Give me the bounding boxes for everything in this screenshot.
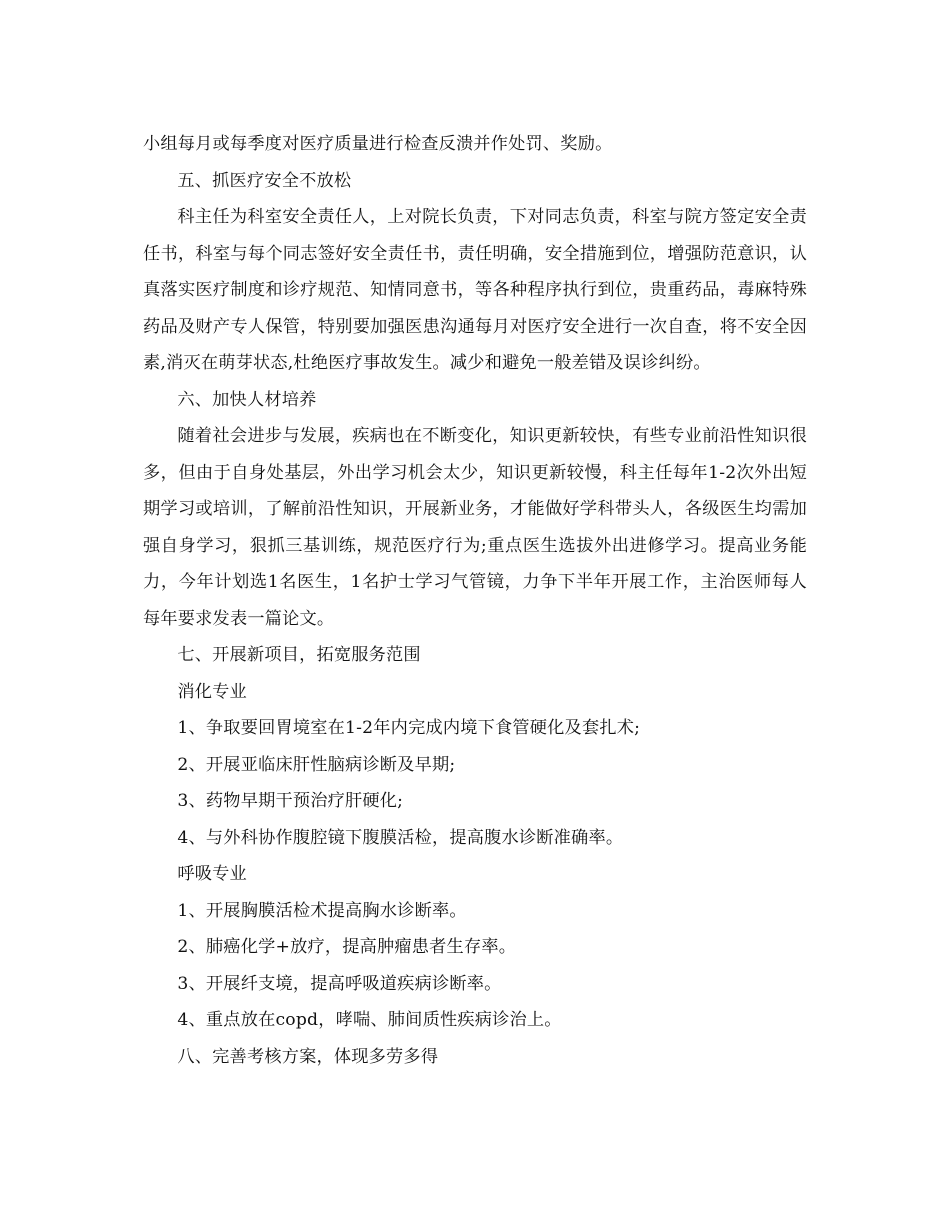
section-heading: 八、完善考核方案，体现多劳多得 <box>177 1046 439 1067</box>
paragraph: 科主任为科室安全责任人，上对院长负责，下对同志负责，科室与院方签定安全责任书，科室与每个同志签好安全责任书，责任明确，安全措施到位，增强防范意识，认真落实医疗制度和诊疗规范、知情同意书，等各种程序执行到位，贵重药品，毒麻特殊药品及财产专人保管，特别要加强医患沟通每月对医疗安全进行一次自查，将不安全因素,消灭在萌芽状态,杜绝医疗事故发生。减少和避免一般差错及误诊纠纷。 <box>143 207 807 373</box>
list-item: 4、与外科协作腹腔镜下腹膜活检，提高腹水诊断准确率。 <box>177 827 624 848</box>
document-body <box>143 126 807 1075</box>
section-heading: 七、开展新项目，拓宽服务范围 <box>177 645 421 665</box>
subsection-heading: 呼吸专业 <box>177 864 247 884</box>
list-item: 1、开展胸膜活检术提高胸水诊断率。 <box>177 900 467 921</box>
subsection-heading: 消化专业 <box>177 681 247 702</box>
paragraph: 随着社会进步与发展，疾病也在不断变化，知识更新较快，有些专业前沿性知识很多，但由于自身处基层，外出学习机会太少，知识更新较慢，科主任每年1-2次外出短期学习或培训，了解前沿性知识，开展新业务，才能做好学科带头人，各级医生均需加强自身学习，狠抓三基训练，规范医疗行为;重点医生选拔外出进修学习。提高业务能力，今年计划选1名医生，1名护士学习气管镜，力争下半年开展工作，主治医师每人每年要求发表一篇论文。 <box>143 426 807 629</box>
list-item: 1、争取要回胃境室在1-2年内完成内境下食管硬化及套扎术; <box>177 718 641 738</box>
list-item: 3、药物早期干预治疗肝硬化; <box>177 791 404 811</box>
section-heading: 五、抓医疗安全不放松 <box>177 170 352 191</box>
list-item: 2、开展亚临床肝性脑病诊断及早期; <box>177 754 456 775</box>
list-item: 4、重点放在copd，哮喘、肺间质性疾病诊治上。 <box>177 1010 562 1030</box>
list-item: 2、肺癌化学+放疗，提高肿瘤患者生存率。 <box>177 937 517 957</box>
list-item: 3、开展纤支境，提高呼吸道疾病诊断率。 <box>177 973 502 994</box>
section-heading: 六、加快人材培养 <box>177 389 317 410</box>
paragraph: 小组每月或每季度对医疗质量进行检查反溃并作处罚、奖励。 <box>143 134 613 154</box>
